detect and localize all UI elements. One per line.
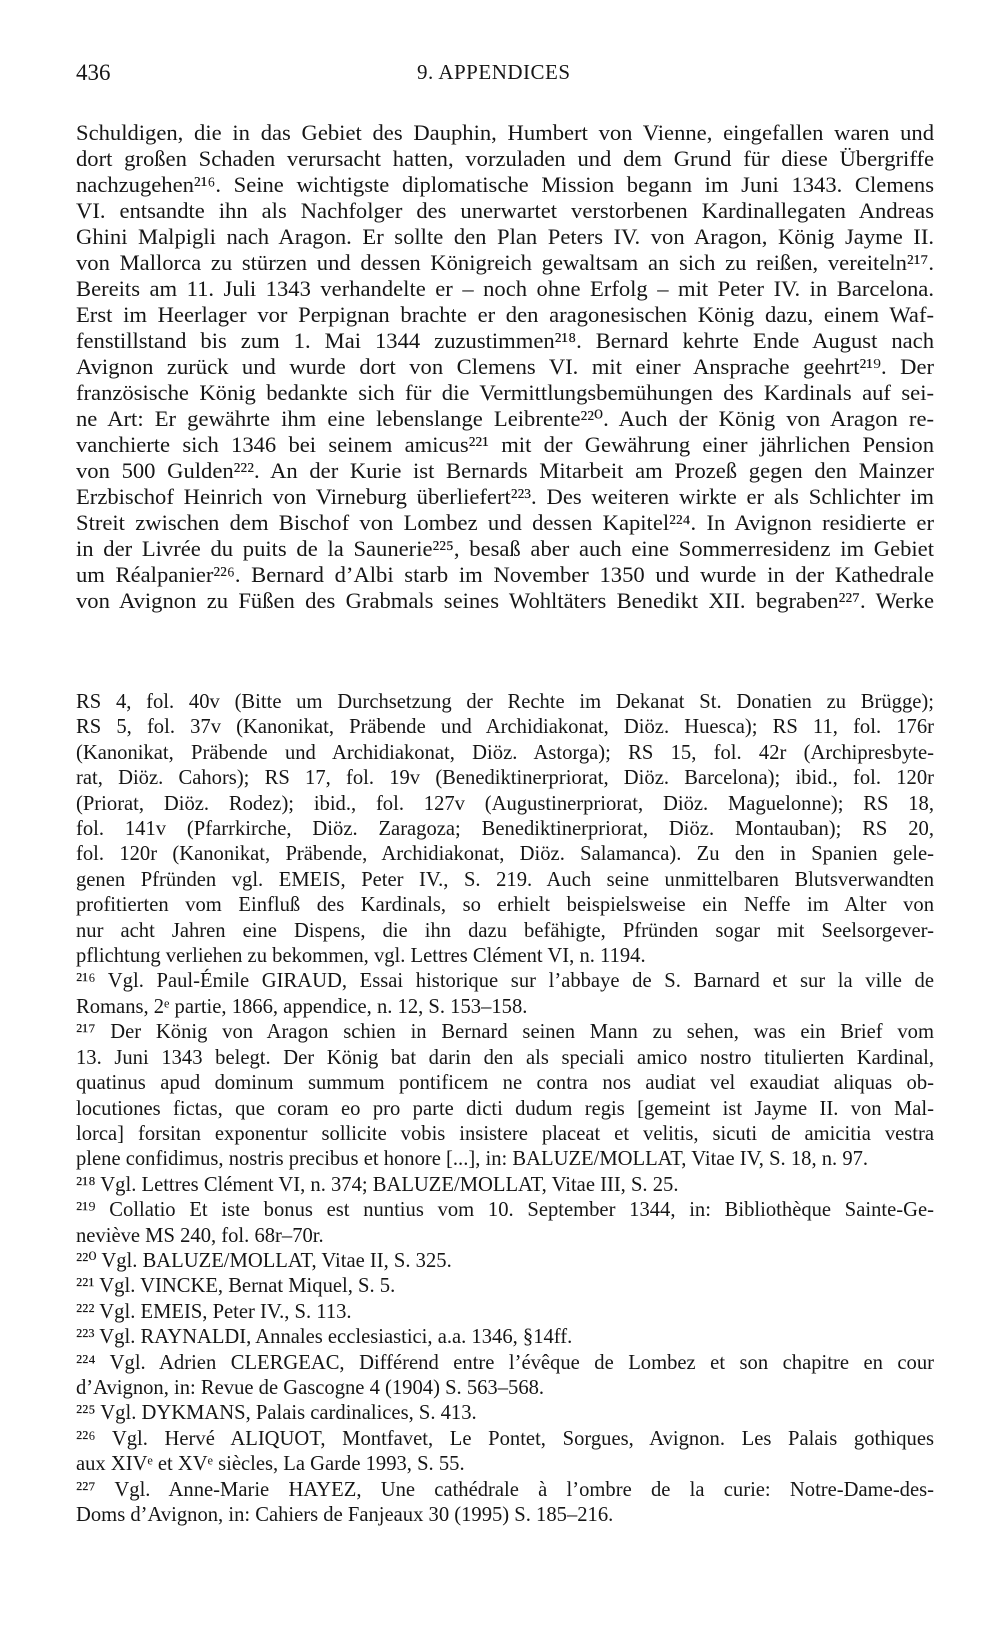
text-line: Avignon zurück und wurde dort von Clemens VI. mit einer Ansprache geehrt²¹⁹. Der (76, 354, 934, 379)
text-line: von 500 Gulden²²². An der Kurie ist Bernards Mitarbeit am Prozeß gegen den Mainzer (76, 458, 934, 483)
footnote-line: genen Pfründen vgl. EMEIS, Peter IV., S. 219. Auch seine unmittelbaren Blutsverwandten (76, 868, 934, 891)
text-line: von Avignon zu Füßen des Grabmals seines Wohltäters Benedikt XII. begraben²²⁷. Werke (76, 588, 934, 613)
text-line: nachzugehen²¹⁶. Seine wichtigste diplomatische Mission begann im Juni 1343. Clemens (76, 172, 934, 197)
footnote-line: ²¹⁶ Vgl. Paul-Émile GIRAUD, Essai historique sur l’abbaye de S. Barnard et sur la ville de (76, 970, 934, 993)
footnote-line: neviève MS 240, fol. 68r–70r. (76, 1224, 324, 1247)
text-line: ne Art: Er gewährte ihm eine lebenslange Leibrente²²⁰. Auch der König von Aragon re- (76, 406, 934, 431)
footnote-line: rat, Diöz. Cahors); RS 17, fol. 19v (Benediktinerpriorat, Diöz. Barcelona); ibid., fol. 120r (76, 767, 934, 790)
footnote-line: ²²⁵ Vgl. DYKMANS, Palais cardinalices, S. 413. (76, 1402, 477, 1425)
footnote-line: ²¹⁸ Vgl. Lettres Clément VI, n. 374; BALUZE/MOLLAT, Vitae III, S. 25. (76, 1173, 679, 1196)
footnote-line: ²²⁷ Vgl. Anne-Marie HAYEZ, Une cathédrale à l’ombre de la curie: Notre-Dame-des- (76, 1478, 934, 1501)
text-line: Erst im Heerlager vor Perpignan brachte er den aragonesischen König dazu, einem Waf- (76, 302, 934, 327)
footnote-line: profitierten vom Einfluß des Kardinals, so erhielt beispielsweise ein Neffe im Alter von (76, 894, 934, 917)
footnote-line: d’Avignon, in: Revue de Gascogne 4 (1904) S. 563–568. (76, 1376, 545, 1399)
footnote-line: ²²² Vgl. EMEIS, Peter IV., S. 113. (76, 1300, 352, 1323)
text-line: VI. entsandte ihn als Nachfolger des unerwartet verstorbenen Kardinallegaten Andreas (76, 198, 934, 223)
text-line: fenstillstand bis zum 1. Mai 1344 zuzustimmen²¹⁸. Bernard kehrte Ende August nach (76, 328, 934, 353)
footnote-line: locutiones fictas, que coram eo pro parte dicti dudum regis [gemeint ist Jayme II. von Mal- (76, 1097, 934, 1120)
footnote-line: pflichtung verliehen zu bekommen, vgl. Lettres Clément VI, n. 1194. (76, 945, 646, 968)
footnote-line: ²¹⁷ Der König von Aragon schien in Bernard seinen Mann zu sehen, was ein Brief vom (76, 1021, 934, 1044)
footnote-line: (Kanonikat, Präbende und Archidiakonat, Diöz. Astorga); RS 15, fol. 42r (Archipresbyte- (76, 741, 934, 764)
text-line: französische König bedankte sich für die Vermittlungsbemühungen des Kardinals auf sei- (76, 380, 934, 405)
footnote-line: ²²³ Vgl. RAYNALDI, Annales ecclesiastici, a.a. 1346, §14ff. (76, 1326, 573, 1349)
footnote-line: fol. 141v (Pfarrkirche, Diöz. Zaragoza; Benediktinerpriorat, Diöz. Montauban); RS 20, (76, 818, 934, 841)
text-line: Streit zwischen dem Bischof von Lombez und dessen Kapitel²²⁴. In Avignon residierte er (76, 510, 934, 535)
footnote-line: nur acht Jahren eine Dispens, die ihn dazu befähigte, Pfründen sogar mit Seelsorgever- (76, 919, 934, 942)
footnote-line: aux XIVᵉ et XVᵉ siècles, La Garde 1993, S. 55. (76, 1453, 465, 1476)
page-number: 436 (76, 60, 111, 85)
footnote-line: Romans, 2ᵉ partie, 1866, appendice, n. 12, S. 153–158. (76, 995, 528, 1018)
footnote-line: RS 4, fol. 40v (Bitte um Durchsetzung der Rechte im Dekanat St. Donatien zu Brügge); (76, 691, 934, 713)
footnote-line: ²²⁴ Vgl. Adrien CLERGEAC, Différend entre l’évêque de Lombez et son chapitre en cour (76, 1351, 934, 1374)
text-line: vanchierte sich 1346 bei seinem amicus²²¹ mit der Gewährung einer jährlichen Pension (76, 432, 934, 457)
footnote-line: (Priorat, Diöz. Rodez); ibid., fol. 127v (Augustinerpriorat, Diöz. Maguelonne); RS 18, (76, 792, 934, 815)
footnote-line: Doms d’Avignon, in: Cahiers de Fanjeaux 30 (1995) S. 185–216. (76, 1504, 614, 1526)
text-line: Erzbischof Heinrich von Virneburg überliefert²²³. Des weiteren wirkte er als Schlichter im (76, 484, 934, 509)
footnote-line: lorca] forsitan exponentur sollicite vobis insistere placeat et velitis, sicuti de amicitia vestra (76, 1122, 934, 1145)
footnote-line: fol. 120r (Kanonikat, Präbende, Archidiakonat, Diöz. Salamanca). Zu den in Spanien gele- (76, 843, 934, 866)
text-line: in der Livrée du puits de la Saunerie²²⁵, besaß aber auch eine Sommerresidenz im Gebiet (76, 536, 934, 561)
footnote-line: RS 5, fol. 37v (Kanonikat, Präbende und Archidiakonat, Diöz. Huesca); RS 11, fol. 176r (76, 716, 934, 739)
text-line: um Réalpanier²²⁶. Bernard d’Albi starb im November 1350 und wurde in der Kathedrale (76, 562, 934, 587)
footnotes-block (76, 690, 934, 1528)
text-line: Ghini Malpigli nach Aragon. Er sollte den Plan Peters IV. von Aragon, König Jayme II. (76, 224, 934, 249)
text-line: Schuldigen, die in das Gebiet des Dauphin, Humbert von Vienne, eingefallen waren und (76, 120, 934, 145)
footnote-line: ²¹⁹ Collatio Et iste bonus est nuntius vom 10. September 1344, in: Bibliothèque Sainte-Ge- (76, 1199, 934, 1222)
footnote-line: quatinus apud dominum summum pontificem ne contra nos audiat vel exaudiat aliquas ob- (76, 1072, 934, 1095)
text-line: dort großen Schaden verursacht hatten, vorzuladen und dem Grund für diese Übergriffe (76, 146, 934, 171)
text-line: von Mallorca zu stürzen und dessen Königreich gewaltsam an sich zu reißen, vereiteln²¹⁷. (76, 250, 934, 275)
running-header (76, 60, 932, 92)
running-title: 9. APPENDICES (417, 60, 571, 84)
text-line: Bereits am 11. Juli 1343 verhandelte er – noch ohne Erfolg – mit Peter IV. in Barcelona. (76, 276, 934, 301)
main-text-block (76, 120, 934, 614)
footnote-line: 13. Juni 1343 belegt. Der König bat darin den als speciali amico nostro titulierten Kardinal, (76, 1046, 934, 1069)
footnote-line: ²²¹ Vgl. VINCKE, Bernat Miquel, S. 5. (76, 1275, 396, 1298)
footnote-line: ²²⁰ Vgl. BALUZE/MOLLAT, Vitae II, S. 325. (76, 1249, 452, 1272)
footnote-line: ²²⁶ Vgl. Hervé ALIQUOT, Montfavet, Le Pontet, Sorgues, Avignon. Les Palais gothiques (76, 1427, 934, 1450)
footnote-line: plene confidimus, nostris precibus et honore [...], in: BALUZE/MOLLAT, Vitae IV, S. 18, n. 97. (76, 1148, 869, 1171)
